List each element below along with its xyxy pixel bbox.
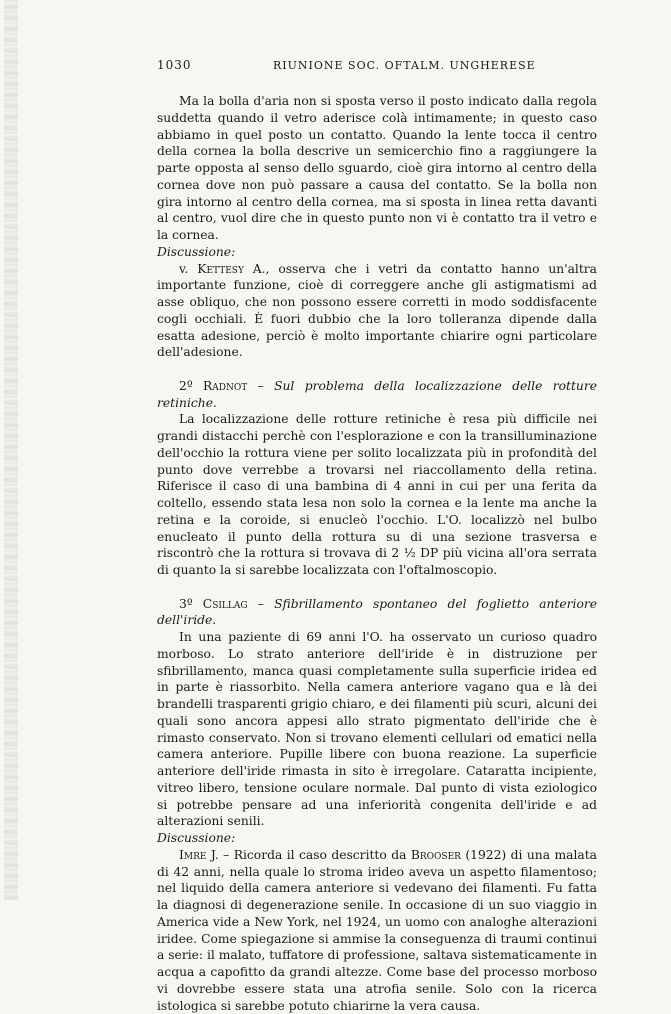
page-number: 1030 <box>157 58 192 72</box>
author-csillag: Csillag <box>202 596 248 611</box>
discussion-label-2: Discussione: <box>157 831 236 845</box>
author-kettesy: Kettesy <box>197 261 244 276</box>
section-heading-csillag: 3º Csillag – Sfibrillamento spontaneo del foglietto anteriore dell'iride. <box>157 596 598 628</box>
article-body <box>157 93 597 1014</box>
paragraph-kettesy: v. Kettesy A., osserva che i vetri da contatto hanno un'altra importante funzione, cioè di correggere anche gli astigmatismi ad asse obliquo, che non possono essere corretti in modo soddisfacente cogli occhiali. È fuori dubbio che la loro tolleranza dipende dalla esatta adesione, perciò è molto importante chiarire ogni particolare dell'adesione. <box>157 261 597 360</box>
paragraph-bubble-contact: Ma la bolla d'aria non si sposta verso il posto indicato dalla regola suddetta quando il vetro aderisce colà intimamente; in questo caso abbiamo in quel posto un contatto. Quando la lente tocca il centro della cornea la bolla descrive un semicerchio fino a raggiungere la parte opposta al senso dello sguardo, cioè gira intorno al centro della cornea dove non può passare a causa del contatto. Se la bolla non gira intorno al centro della cornea, ma si sposta in linea retta davanti al centro, vuol dire che in questo punto non vi è contatto tra il vetro e la cornea. <box>157 94 597 242</box>
author-brooser: Brooser <box>410 847 461 862</box>
author-imre: Imre <box>179 847 207 862</box>
running-header <box>157 58 597 76</box>
author-radnot: Radnot <box>202 378 248 393</box>
discussion-label: Discussione: <box>157 244 236 259</box>
section-title-radnot: Sul problema della localizzazione delle rotture retiniche. <box>157 378 597 410</box>
paragraph-imre: Imre J. – Ricorda il caso descritto da Brooser (1922) di una malata di 42 anni, nella quale lo stroma irideo aveva un aspetto filamentoso; nel liquido della camera anteriore si vedevano dei filamenti. Fu fatta la diagnosi di degenerazione senile. In occasione di un suo viaggio in America vide a New York, nel 1924, un uomo con analoghe alterazioni iridee. Come spiegazione si ammise la conseguenza di traumi continui a serie: il malato, tuffatore di professione, saltava sistematicamente in acqua a capofitto da grandi altezze. Come base del processo morboso vi dovrebbe essere stata una atrofia senile. Solo con la ricerca istologica si sarebbe potuto chiarirne la vera causa. <box>157 847 597 1013</box>
section-heading-radnot: 2º Radnot – Sul problema della localizzazione delle rotture retiniche. <box>157 378 597 410</box>
running-title: RIUNIONE SOC. OFTALM. UNGHERESE <box>273 59 536 72</box>
paragraph-iris-case: In una paziente di 69 anni l'O. ha osservato un curioso quadro morboso. Lo strato anteriore dell'iride è in distruzione per sfibrillamento, manca quasi completamente sulla superficie iridea ed in parte è riassorbito. Nella camera anteriore vagano qua e là dei brandelli trasparenti grigio chiaro, e dei filamenti più scuri, alcuni dei quali sono ancora appesi allo strato pigmentato dell'iride che è rimasto conservato. Non si trovano elementi cellulari od ematici nella camera anteriore. Pupille libere con buona reazione. La superficie anteriore dell'iride rimasta in sito è irregolare. Cataratta incipiente, vitreo libero, tensione oculare normale. Dal punto di vista eziologico si potrebbe pensare ad una inferiorità congenita dell'iride e ad alterazioni senili. <box>157 630 597 829</box>
scanned-binding-edge <box>4 0 18 900</box>
paragraph-retinal-tears: La localizzazione delle rotture retiniche è resa più difficile nei grandi distacchi perchè con l'esplorazione e con la transilluminazione dell'occhio la rottura viene per solito localizzata più in profondità del punto dove verrebbe a trovarsi nel riaccollamento della retina. Riferisce il caso di una bambina di 4 anni in cui per una ferita da coltello, essendo stata lesa non solo la cornea e la lente ma anche la retina e la coroide, si enucleò l'occhio. L'O. localizzò nel bulbo enucleato il punto della rottura su di una sezione trasversa e riscontrò che la rottura si trovava di 2 ½ DP più vicina all'ora serrata di quanto la si sarebbe localizzata con l'oftalmoscopio. <box>157 412 597 577</box>
section-title-csillag: Sfibrillamento spontaneo del foglietto anteriore dell'iride. <box>157 596 598 628</box>
